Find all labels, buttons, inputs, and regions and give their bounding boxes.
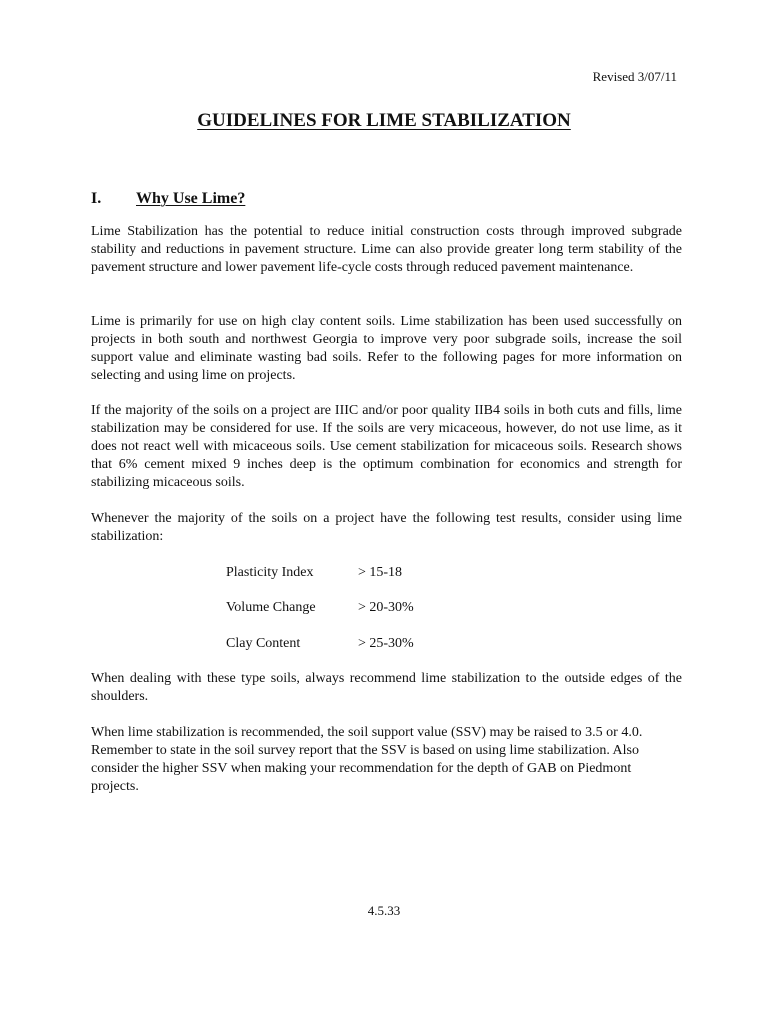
criteria-row: [226, 564, 402, 582]
paragraph-shoulders: When dealing with these type soils, always recommend lime stabilization to the outside edges of the shoulders.: [91, 671, 682, 704]
criteria-label: Clay Content: [226, 636, 301, 651]
paragraph-clay-soils: Lime is primarily for use on high clay content soils. Lime stabilization has been used successfully on projects in both south and northwest Georgia to improve very poor subgrade soils, increase the soil support value and eliminate wasting bad soils. Refer to the following pages for more information on selecting and using lime on projects.: [91, 314, 682, 383]
paragraph-test-results-intro: Whenever the majority of the soils on a project have the following test results, consider using lime stabilization:: [91, 511, 682, 544]
criteria-label: Volume Change: [226, 600, 316, 615]
page-number: 4.5.33: [367, 903, 401, 918]
page-title: GUIDELINES FOR LIME STABILIZATION: [197, 110, 571, 131]
revision-date: Revised 3/07/11: [592, 69, 677, 84]
criteria-row: [226, 635, 414, 653]
section-heading: [91, 189, 245, 209]
criteria-value: > 20-30%: [358, 600, 414, 615]
section-title: Why Use Lime?: [136, 190, 246, 207]
criteria-value: > 15-18: [358, 565, 403, 580]
section-number: I.: [91, 190, 102, 207]
criteria-label: Plasticity Index: [226, 565, 314, 580]
criteria-row: [226, 599, 414, 617]
paragraph-micaceous-soils: If the majority of the soils on a project are IIIC and/or poor quality IIB4 soils in both cuts and fills, lime stabilization may be considered for use. If the soils are very micaceous, however, do not use lime, as it does not react well with micaceous soils. Use cement stabilization for micaceous soils. Research shows that 6% cement mixed 9 inches deep is the optimum combination for economics and strength for stabilizing micaceous soils.: [91, 403, 682, 490]
paragraph-why-lime: Lime Stabilization has the potential to reduce initial construction costs through improved subgrade stability and reductions in pavement structure. Lime can also provide greater long term stability of the pavement structure and lower pavement life-cycle costs through reduced pavement maintenance.: [91, 224, 682, 275]
criteria-value: > 25-30%: [358, 636, 414, 651]
paragraph-ssv: When lime stabilization is recommended, the soil support value (SSV) may be raised to 3.5 or 4.0. Remember to state in the soil survey report that the SSV is based on using lime stabilization. Also consider the higher SSV when making your recommendation for the depth of GAB on Piedmont projects.: [91, 725, 643, 794]
